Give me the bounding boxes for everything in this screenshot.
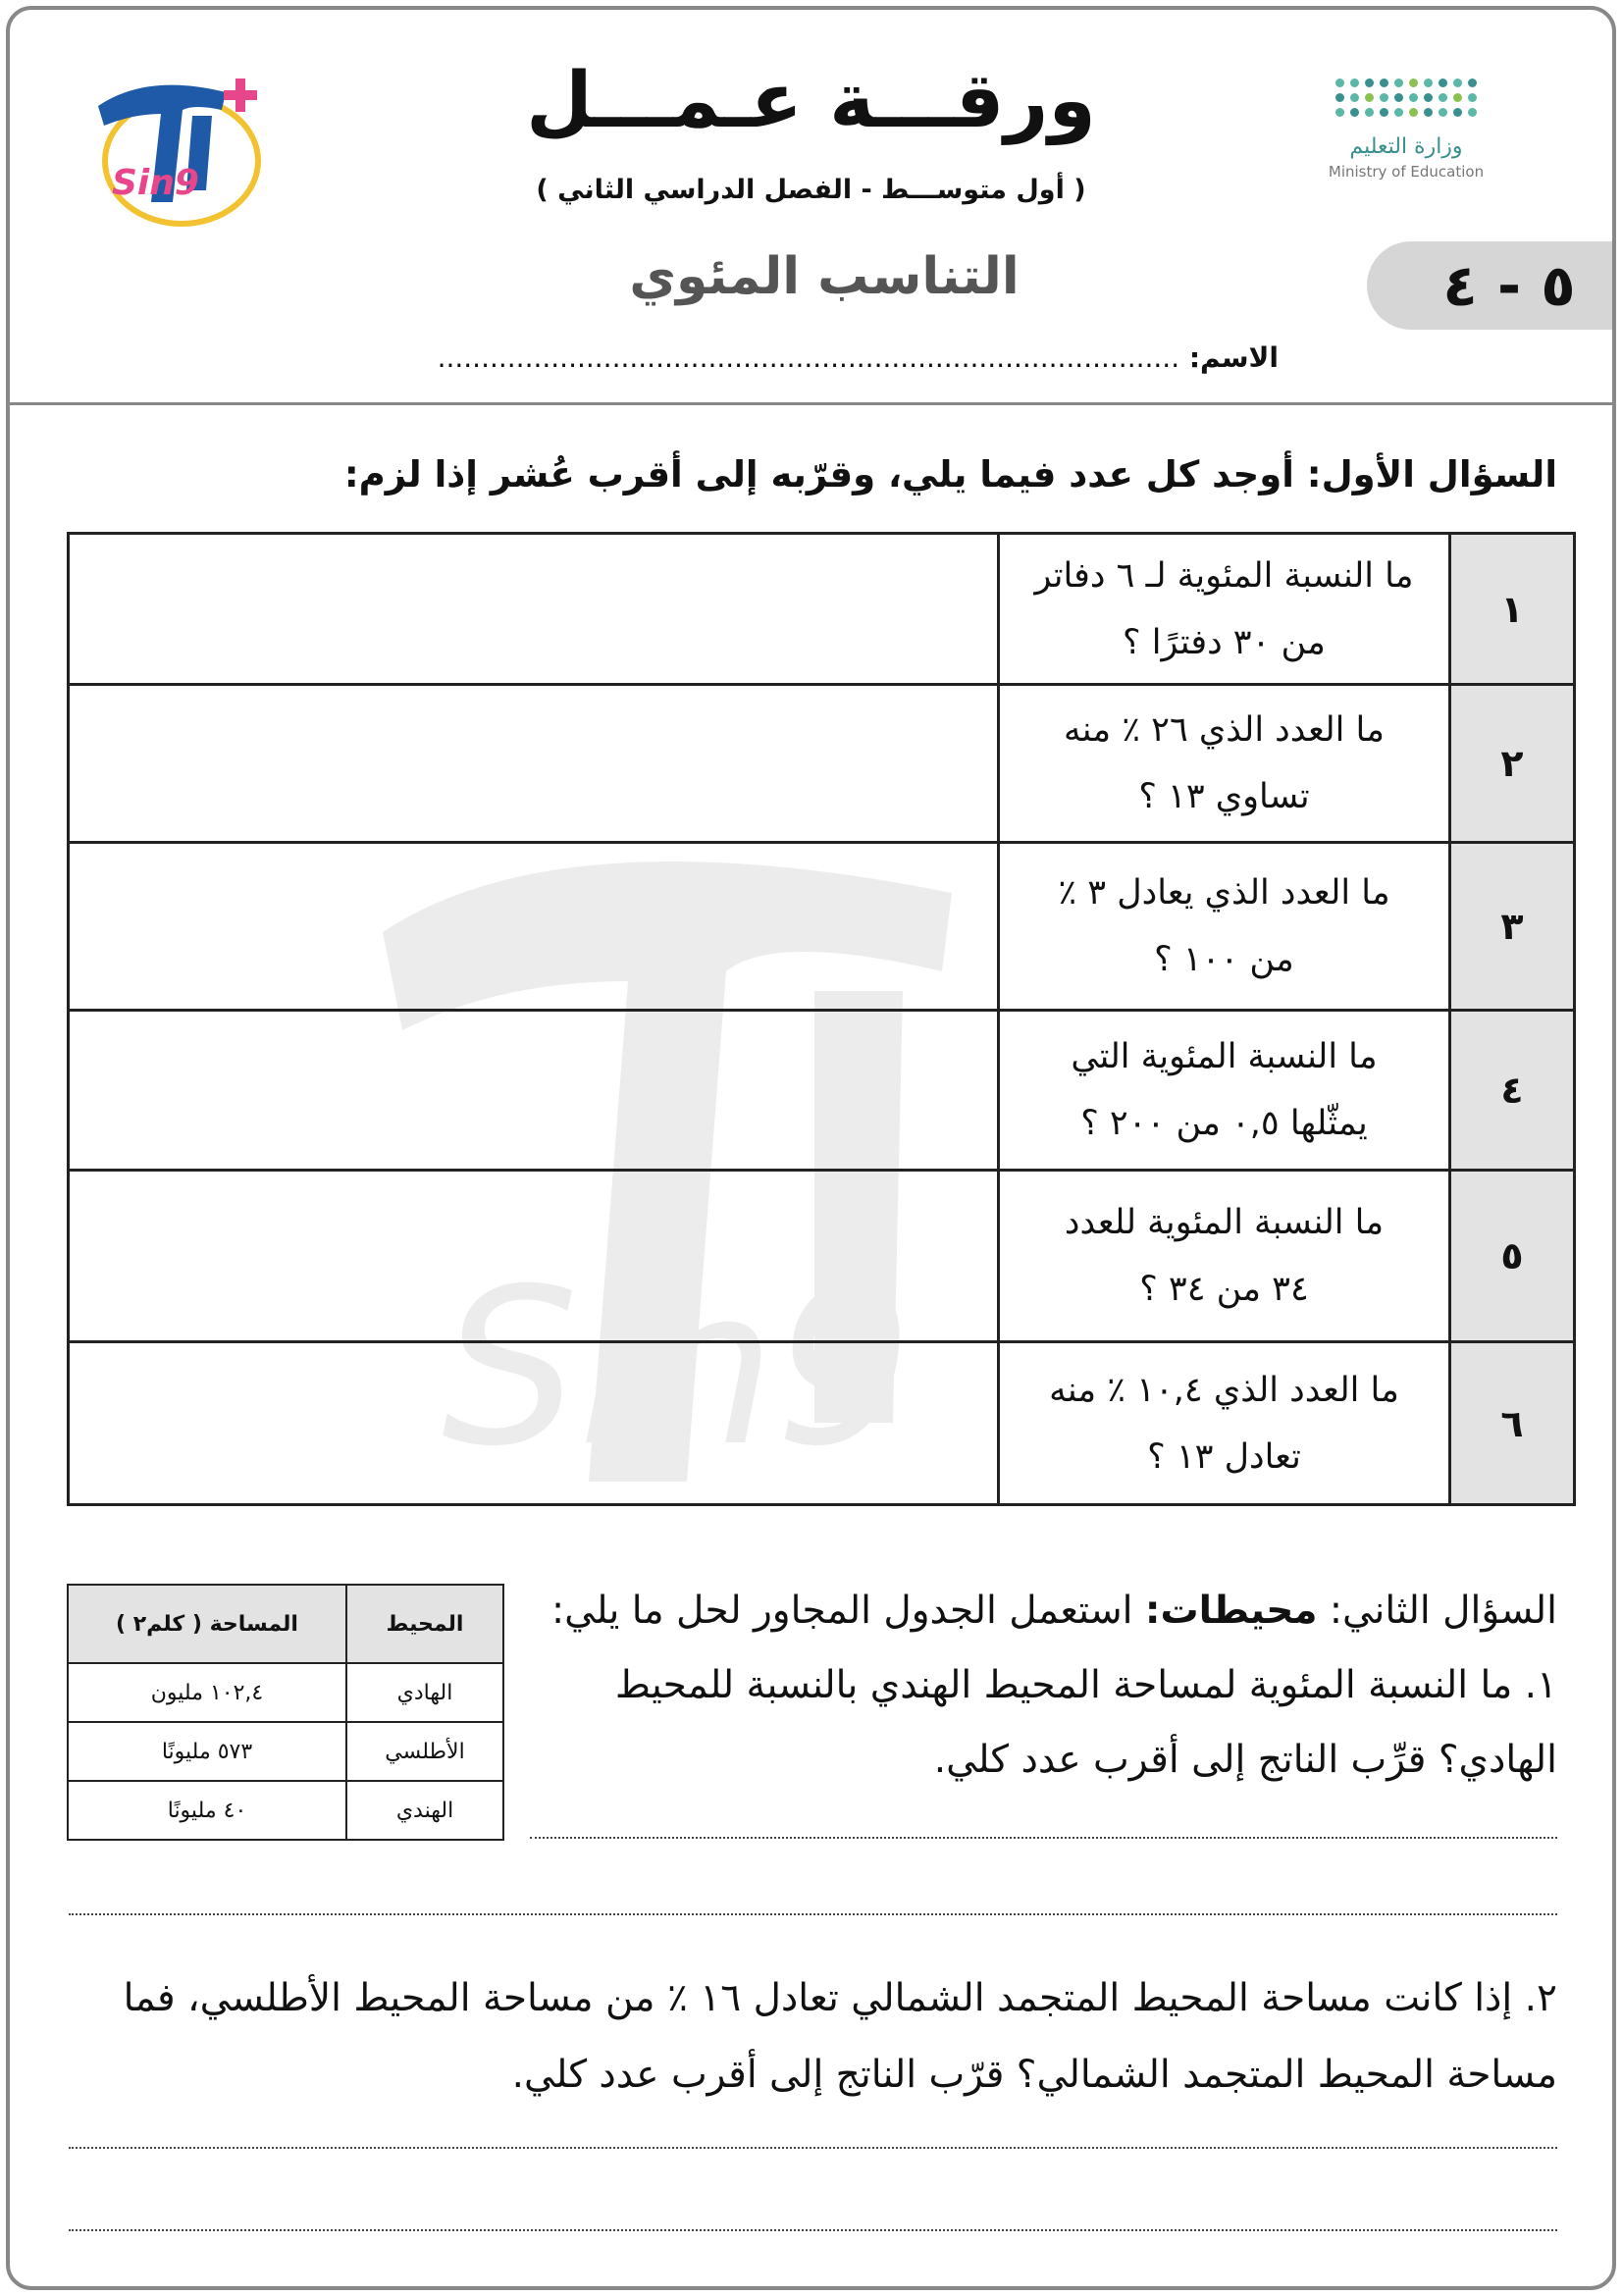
question-text: ما النسبة المئوية لـ ٦ دفاتر من ٣٠ دفترًا ؟ — [999, 534, 1450, 685]
row-number: ١ — [1450, 534, 1575, 685]
table-row — [69, 1171, 1575, 1342]
question2-item1: ١. ما النسبة المئوية لمساحة المحيط الهندي بالنسبة للمحيط الهادي؟ قرِّب الناتج إلى أقرب عدد كلي. — [614, 1663, 1557, 1782]
table-row — [69, 1011, 1575, 1171]
question-text: ما النسبة المئوية للعدد ٣٤ من ٣٤ ؟ — [999, 1171, 1450, 1342]
table-row — [68, 1663, 503, 1722]
ocean-name: الهادي — [346, 1663, 503, 1722]
worksheet-subtitle: ( أول متوســـط - الفصل الدراسي الثاني ) — [536, 175, 1086, 205]
ministry-name-arabic: وزارة التعليم — [1349, 134, 1463, 159]
answer-cell[interactable] — [69, 685, 999, 843]
question2-topic: محيطات: — [1144, 1589, 1318, 1633]
table-row — [68, 1722, 503, 1781]
table-row — [69, 843, 1575, 1011]
ocean-area: ٥٧٣ مليونًا — [68, 1722, 346, 1781]
answer-cell[interactable] — [69, 534, 999, 685]
table-row — [69, 1342, 1575, 1505]
worksheet-title: ورقـــة عـمـــل — [526, 57, 1096, 145]
answer-cell[interactable] — [69, 1171, 999, 1342]
answer-cell[interactable] — [69, 1011, 999, 1171]
oceans-table — [67, 1584, 504, 1841]
oceans-header-row — [68, 1585, 503, 1663]
ministry-name-english: Ministry of Education — [1328, 163, 1485, 181]
question-text: ما العدد الذي ٢٦ ٪ منه تساوي ١٣ ؟ — [999, 685, 1450, 843]
question2-intro: استعمل الجدول المجاور لحل ما يلي: — [551, 1589, 1133, 1633]
row-number: ٥ — [1450, 1171, 1575, 1342]
question-text: ما النسبة المئوية التي يمثّلها ٠,٥ من ٢٠٠ ؟ — [999, 1011, 1450, 1171]
area-column-header: المساحة ( كلم٢ ) — [68, 1585, 346, 1663]
table-row — [69, 534, 1575, 685]
ocean-name: الأطلسي — [346, 1722, 503, 1781]
question2-block — [530, 1574, 1557, 1798]
row-number: ٢ — [1450, 685, 1575, 843]
worksheet-frame — [6, 6, 1616, 2290]
answer-cell[interactable] — [69, 843, 999, 1011]
answer-cell[interactable] — [69, 1342, 999, 1505]
table-row — [68, 1781, 503, 1840]
row-number: ٦ — [1450, 1342, 1575, 1505]
header-divider — [10, 402, 1612, 405]
name-label: الاسم: — [1188, 341, 1279, 374]
svg-text:Sin9: Sin9 — [112, 163, 199, 203]
answer-line[interactable] — [69, 2147, 1557, 2149]
question2-item2: ٢. إذا كانت مساحة المحيط المتجمد الشمالي تعادل ١٦ ٪ من مساحة المحيط الأطلسي، فما مساحة المحيط المتجمد الشمالي؟ قرّب الناتج إلى أقرب عدد كلي. — [123, 1976, 1557, 2097]
answer-line[interactable] — [530, 1837, 1557, 1839]
question2-label: السؤال الثاني: — [1329, 1589, 1557, 1633]
ocean-column-header: المحيط — [346, 1585, 503, 1663]
ocean-area: ٤٠ مليونًا — [68, 1781, 346, 1840]
answer-line[interactable] — [69, 1913, 1557, 1915]
row-number: ٤ — [1450, 1011, 1575, 1171]
question-text: ما العدد الذي يعادل ٣ ٪ من ١٠٠ ؟ — [999, 843, 1450, 1011]
table-row — [69, 685, 1575, 843]
ocean-area: ١٠٢,٤ مليون — [68, 1663, 346, 1722]
question1-heading: السؤال الأول: أوجد كل عدد فيما يلي، وقرّبه إلى أقرب عُشر إذا لزم: — [343, 453, 1557, 496]
row-number: ٣ — [1450, 843, 1575, 1011]
question1-table — [67, 532, 1576, 1506]
name-field[interactable] — [438, 341, 1279, 374]
question-text: ما العدد الذي ١٠,٤ ٪ منه تعادل ١٣ ؟ — [999, 1342, 1450, 1505]
lesson-title: التناسب المئوي — [629, 247, 1020, 306]
ocean-name: الهندي — [346, 1781, 503, 1840]
answer-line[interactable] — [69, 2229, 1557, 2231]
question2-heading — [530, 1574, 1557, 1648]
svg-text:Sin9: Sin9 — [442, 1242, 914, 1493]
name-dots: ..................................................................................... — [437, 341, 1180, 374]
lesson-code-badge: ٥ - ٤ — [1367, 241, 1616, 330]
